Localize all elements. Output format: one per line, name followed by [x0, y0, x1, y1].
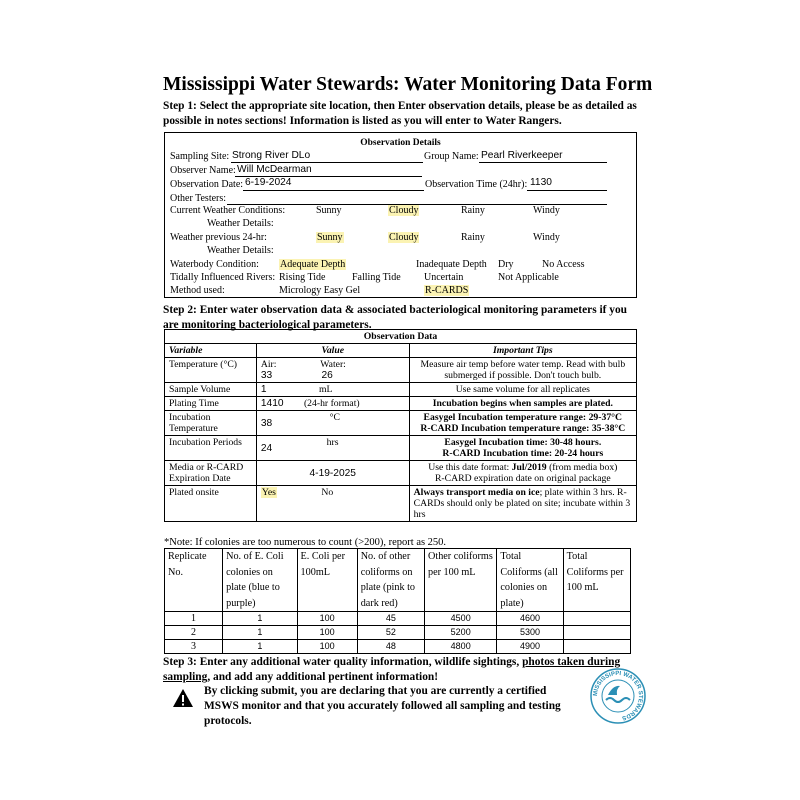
weather-windy[interactable]: Windy	[533, 205, 560, 216]
weather24-windy[interactable]: Windy	[533, 232, 560, 243]
cell-ecoli-colonies[interactable]: 1	[223, 626, 297, 640]
weather24-rainy[interactable]: Rainy	[461, 232, 485, 243]
incubation-period-row	[165, 436, 637, 461]
method-rcards-selected[interactable]: R-CARDS	[425, 285, 469, 296]
cell-total-colonies[interactable]: 4600	[497, 612, 563, 626]
inc-temp-unit: °C	[329, 412, 340, 423]
time-field[interactable]: 1130	[530, 177, 552, 188]
site-field[interactable]: Strong River DLo	[232, 150, 311, 161]
weather-details-label: Weather Details:	[207, 218, 274, 229]
tidal-rising[interactable]: Rising Tide	[279, 272, 326, 283]
media-row	[165, 461, 637, 486]
air-temp-field[interactable]: 33	[260, 370, 273, 381]
step1-instructions: Step 1: Select the appropriate site location, then Enter observation details, please be as detailed as possible in notes sections! Information is listed as you will enter to Water Rangers.	[163, 100, 637, 127]
cell-ecoli-per-100ml[interactable]: 100	[297, 612, 357, 626]
temperature-row	[165, 358, 637, 383]
cell-other-per-100ml[interactable]: 4500	[425, 612, 497, 626]
plated-row	[165, 486, 637, 522]
hdr-ecoli-per-100ml: E. Coli per 100mL	[297, 549, 357, 612]
volume-row	[165, 383, 637, 397]
waterbody-no-access[interactable]: No Access	[542, 259, 585, 270]
col-variable: Variable	[165, 344, 257, 358]
inc-temp-tip-1: Easygel Incubation temperature range: 29-37°C	[423, 412, 623, 423]
cell-other-colonies[interactable]: 52	[357, 626, 424, 640]
volume-tip: Use same volume for all replicates	[409, 383, 636, 397]
weather-cloudy-selected[interactable]: Cloudy	[389, 205, 419, 216]
weather-sunny[interactable]: Sunny	[316, 205, 342, 216]
cell-total-per-100ml[interactable]	[563, 626, 630, 640]
cell-other-colonies[interactable]: 45	[357, 612, 424, 626]
replicates-header-row	[165, 549, 631, 612]
temp-tip: Measure air temp before water temp. Read with bulb submerged if possible. Don't touch bulb.	[409, 358, 636, 383]
volume-field[interactable]: 1	[260, 384, 267, 395]
replicates-table	[164, 548, 631, 654]
cell-total-per-100ml[interactable]	[563, 640, 630, 654]
site-label: Sampling Site:	[170, 151, 230, 162]
inc-period-tip-2: R-CARD Incubation time: 20-24 hours	[442, 448, 604, 459]
mississippi-water-stewards-logo	[590, 668, 646, 724]
hdr-other-colonies: No. of other coliforms on plate (pink to dark red)	[357, 549, 424, 612]
colonies-note: *Note: If colonies are too numerous to count (>200), report as 250.	[164, 537, 447, 548]
waterbody-label: Waterbody Condition:	[170, 259, 259, 270]
weather-rainy[interactable]: Rainy	[461, 205, 485, 216]
step3-text-d: , and add any additional pertinent information!	[207, 670, 439, 683]
plating-label: Plating Time	[165, 397, 257, 411]
weather24-sunny-selected[interactable]: Sunny	[317, 232, 343, 243]
media-tip-c: (from media box)	[546, 462, 618, 473]
media-tip-2: R-CARD expiration date on original package	[434, 473, 611, 484]
water-temp-field[interactable]: 26	[321, 370, 333, 381]
hdr-other-per-100ml: Other coliforms per 100 mL	[425, 549, 497, 612]
air-label: Air:	[260, 359, 277, 370]
cell-ecoli-colonies[interactable]: 1	[223, 612, 297, 626]
testers-label: Other Testers:	[170, 193, 227, 204]
cell-ecoli-per-100ml[interactable]: 100	[297, 626, 357, 640]
observer-field[interactable]: Will McDearman	[237, 164, 312, 175]
cell-total-colonies[interactable]: 4900	[497, 640, 563, 654]
step3-text-a: Step 3: Enter any additional water quality information, wildlife sightings,	[163, 656, 523, 668]
inc-temp-field[interactable]: 38	[260, 418, 273, 429]
col-value: Value	[256, 344, 409, 358]
volume-unit: mL	[318, 384, 333, 395]
hdr-ecoli-colonies: No. of E. Coli colonies on plate (blue to purple)	[223, 549, 297, 612]
certification-statement: By clicking submit, you are declaring that you are currently a certified MSWS monitor and that you accurately followed all sampling and testing protocols.	[204, 685, 561, 727]
waterbody-dry[interactable]: Dry	[498, 259, 514, 270]
water-label: Water:	[320, 359, 346, 370]
cell-ecoli-colonies[interactable]: 1	[223, 640, 297, 654]
plated-no[interactable]: No	[321, 487, 334, 498]
obs-heading: Observation Data	[165, 330, 637, 344]
inc-period-field[interactable]: 24	[260, 443, 273, 454]
hdr-total-colonies: Total Coliforms (all colonies on plate)	[497, 549, 563, 612]
waterbody-adequate-selected[interactable]: Adequate Depth	[280, 259, 346, 270]
hdr-replicate: Replicate No.	[165, 549, 223, 612]
step3-text-c: sampling	[163, 670, 208, 683]
col-tips: Important Tips	[409, 344, 636, 358]
media-tip-a: Use this date format:	[428, 462, 512, 473]
observation-details-box	[164, 132, 637, 298]
method-easygel[interactable]: Micrology Easy Gel	[279, 285, 361, 296]
details-heading: Observation Details	[360, 138, 441, 148]
group-label: Group Name:	[424, 151, 479, 162]
time-label: Observation Time (24hr):	[425, 179, 528, 190]
plated-yes-selected[interactable]: Yes	[261, 487, 276, 498]
step3-instructions	[163, 655, 643, 684]
cell-other-colonies[interactable]: 48	[357, 640, 424, 654]
volume-label: Sample Volume	[165, 383, 257, 397]
weather-label: Current Weather Conditions:	[170, 205, 286, 216]
table-row	[165, 626, 631, 640]
inc-period-label: Incubation Periods	[165, 436, 257, 461]
hdr-total-per-100ml: Total Coliforms per 100 mL	[563, 549, 630, 612]
table-row	[165, 612, 631, 626]
warning-icon	[172, 688, 194, 708]
step2-instructions: Step 2: Enter water observation data & associated bacteriological monitoring parameters if you are monitoring bacteriological parameters.	[163, 304, 628, 331]
page-title: Mississippi Water Stewards: Water Monitoring Data Form	[163, 74, 653, 95]
replicate-no: 3	[165, 640, 223, 654]
waterbody-inadequate[interactable]: Inadequate Depth	[416, 259, 487, 270]
date-label: Observation Date:	[170, 179, 244, 190]
replicate-no: 1	[165, 612, 223, 626]
plating-row	[165, 397, 637, 411]
method-label: Method used:	[170, 285, 225, 296]
step3-text-b: photos taken during	[522, 656, 621, 668]
cell-ecoli-per-100ml[interactable]: 100	[297, 640, 357, 654]
cell-total-per-100ml[interactable]	[563, 612, 630, 626]
replicate-no: 2	[165, 626, 223, 640]
temp-label: Temperature (°C)	[165, 358, 257, 383]
inc-temp-label: Incubation Temperature	[165, 411, 257, 436]
observer-label: Observer Name:	[170, 165, 236, 176]
cell-other-per-100ml[interactable]: 5200	[425, 626, 497, 640]
date-field[interactable]: 6-19-2024	[245, 177, 292, 188]
observation-data-table	[164, 329, 637, 522]
media-tip-b: Jul/2019	[511, 462, 547, 473]
cell-total-colonies[interactable]: 5300	[497, 626, 563, 640]
plating-unit: (24-hr format)	[303, 398, 360, 409]
plating-time-field[interactable]: 1410	[260, 398, 284, 409]
tidal-not-applicable[interactable]: Not Applicable	[498, 272, 559, 283]
weather24-label: Weather previous 24-hr:	[170, 232, 267, 243]
inc-temp-tip-2: R-CARD Incubation temperature range: 35-38°C	[420, 423, 626, 434]
plated-tip-bold: Always transport media on ice	[413, 487, 540, 498]
table-row	[165, 640, 631, 654]
plated-label: Plated onsite	[165, 486, 257, 522]
cell-other-per-100ml[interactable]: 4800	[425, 640, 497, 654]
tidal-uncertain[interactable]: Uncertain	[424, 272, 464, 283]
logo-text: MISSISSIPPI WATER STEWARDS	[592, 670, 644, 721]
group-field[interactable]: Pearl Riverkeeper	[481, 150, 563, 161]
tidal-falling[interactable]: Falling Tide	[352, 272, 401, 283]
weather24-cloudy-selected[interactable]: Cloudy	[389, 232, 419, 243]
plated-tip-rest: ; plate within 3 hrs. R-CARDs should only be plated on site; incubate within 3 hrs	[413, 487, 631, 520]
inc-period-unit: hrs	[326, 437, 339, 448]
media-label: Media or R-CARD Expiration Date	[165, 461, 257, 486]
incubation-temp-row	[165, 411, 637, 436]
tidal-label: Tidally Influenced Rivers:	[170, 272, 276, 283]
inc-period-tip-1: Easygel Incubation time: 30-48 hours.	[444, 437, 602, 448]
media-expiration-field[interactable]: 4-19-2025	[309, 467, 356, 479]
weather24-details-label: Weather Details:	[207, 245, 274, 256]
plating-tip: Incubation begins when samples are plated.	[409, 397, 636, 411]
